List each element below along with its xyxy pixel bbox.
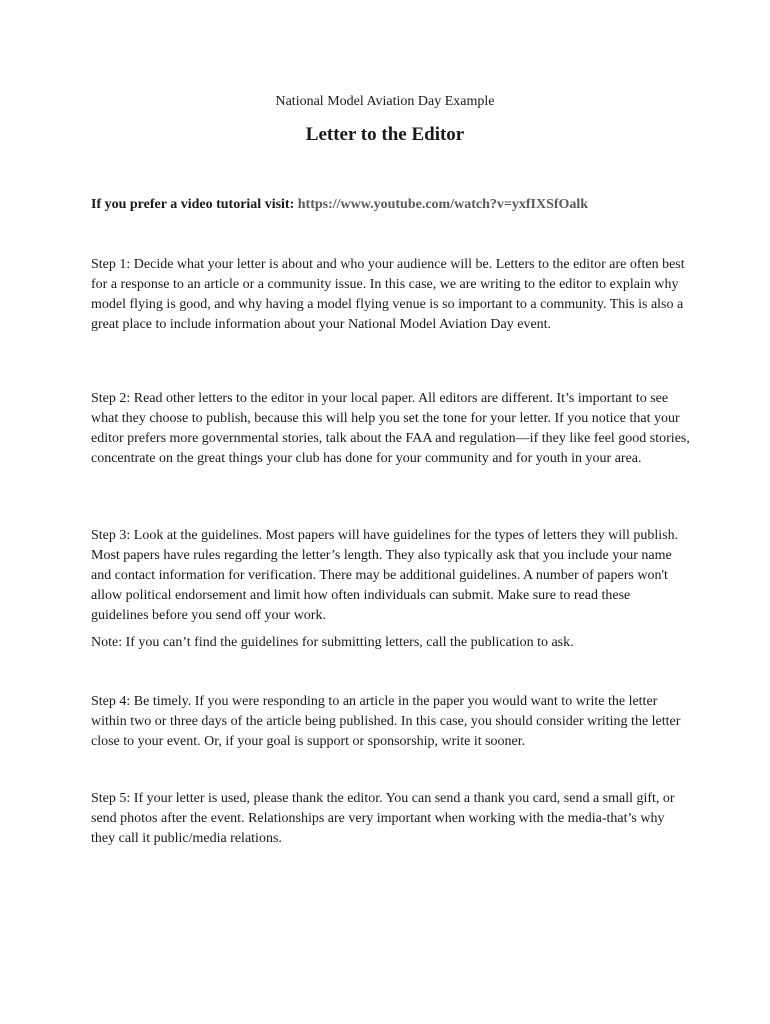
step-5-paragraph: Step 5: If your letter is used, please thank the editor. You can send a thank you card, send a small gift, or send photos after the event. Relationships are very important when working with the media-that’s why they call it public/media relations. bbox=[91, 791, 675, 846]
page-title: Letter to the Editor bbox=[305, 124, 465, 145]
video-tutorial-link[interactable]: https://www.youtube.com/watch?v=yxfIXSfOalk bbox=[297, 197, 589, 212]
step-3-paragraph: Step 3: Look at the guidelines. Most papers will have guidelines for the types of letters they will publish. Most papers have rules regarding the letter’s length. They also typically ask that you include your name and contact information for verification. There may be additional guidelines. A number of papers won't allow political endorsement and limit how often individuals can submit. Make sure to read these guidelines before you send off your work. bbox=[91, 528, 679, 623]
video-tutorial-line bbox=[91, 196, 588, 214]
document-header: National Model Aviation Day Example bbox=[275, 94, 495, 109]
step-1-paragraph: Step 1: Decide what your letter is about and who your audience will be. Letters to the editor are often best for a response to an article or a community issue. In this case, we are writing to the editor to explain why model flying is good, and why having a model flying venue is so important to a community. This is also a great place to include information about your National Model Aviation Day event. bbox=[91, 257, 685, 332]
video-tutorial-label: If you prefer a video tutorial visit: bbox=[91, 197, 298, 212]
step-4-paragraph: Step 4: Be timely. If you were responding to an article in the paper you would want to write the letter within two or three days of the article being published. In this case, you should consider writing the letter close to your event. Or, if your goal is support or sponsorship, write it sooner. bbox=[91, 694, 681, 749]
note-paragraph: Note: If you can’t find the guidelines for submitting letters, call the publication to ask. bbox=[91, 635, 574, 650]
step-2-paragraph: Step 2: Read other letters to the editor in your local paper. All editors are different. It’s important to see what they choose to publish, because this will help you set the tone for your letter. If you notice that your editor prefers more governmental stories, talk about the FAA and regulation—if they like feel good stories, concentrate on the great things your club has done for your community and for youth in your area. bbox=[91, 391, 690, 466]
